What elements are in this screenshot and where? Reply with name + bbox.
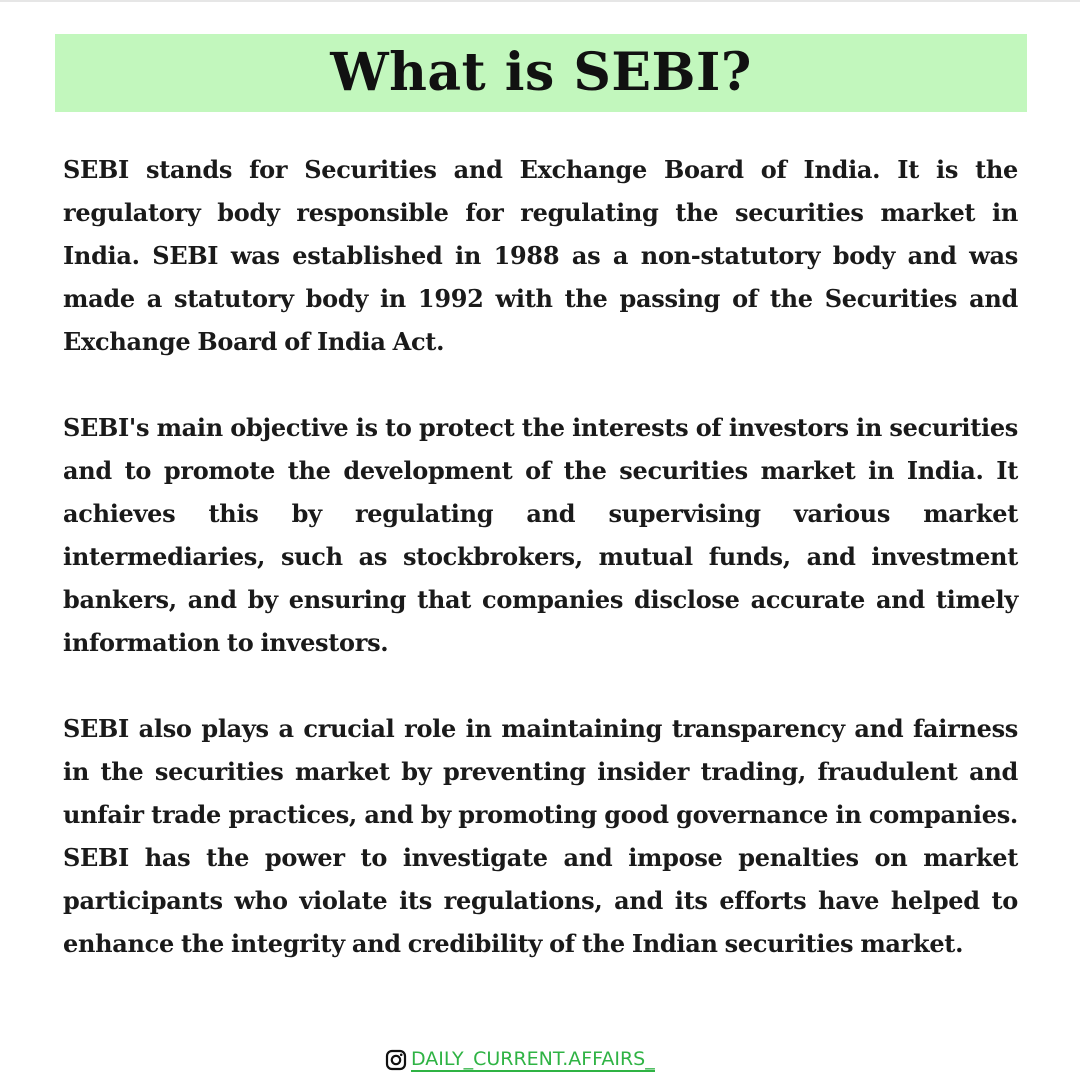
paragraph-definition: SEBI stands for Securities and Exchange Board of India. It is the regulatory body responsible for regulating the securities market in India. SEBI was established in 1988 as a non-statutory body and was made a statutory body in 1992 with the passing of the Securities and Exchange Board of India Act. (63, 155, 1018, 356)
top-divider (0, 0, 1080, 2)
paragraph-objective: SEBI's main objective is to protect the interests of investors in securities and to promote the development of the securities market in India. It achieves this by regulating and supervising various market intermediaries, such as stockbrokers, mutual funds, and investment bankers, and by ensuring that companies disclose accurate and timely information to investors. (63, 413, 1018, 657)
article-body (63, 148, 1018, 1008)
page-title: What is SEBI? (330, 42, 752, 103)
instagram-handle[interactable]: DAILY_CURRENT.AFFAIRS_ (411, 1048, 655, 1070)
instagram-icon (385, 1049, 407, 1071)
title-banner (55, 34, 1027, 112)
footer-credit[interactable] (385, 1047, 655, 1073)
paragraph-role: SEBI also plays a crucial role in maintaining transparency and fairness in the securities market by preventing insider trading, fraudulent and unfair trade practices, and by promoting good governance in companies. SEBI has the power to investigate and impose penalties on market participants who violate its regulations, and its efforts have helped to enhance the integrity and credibility of the Indian securities market. (63, 714, 1018, 958)
